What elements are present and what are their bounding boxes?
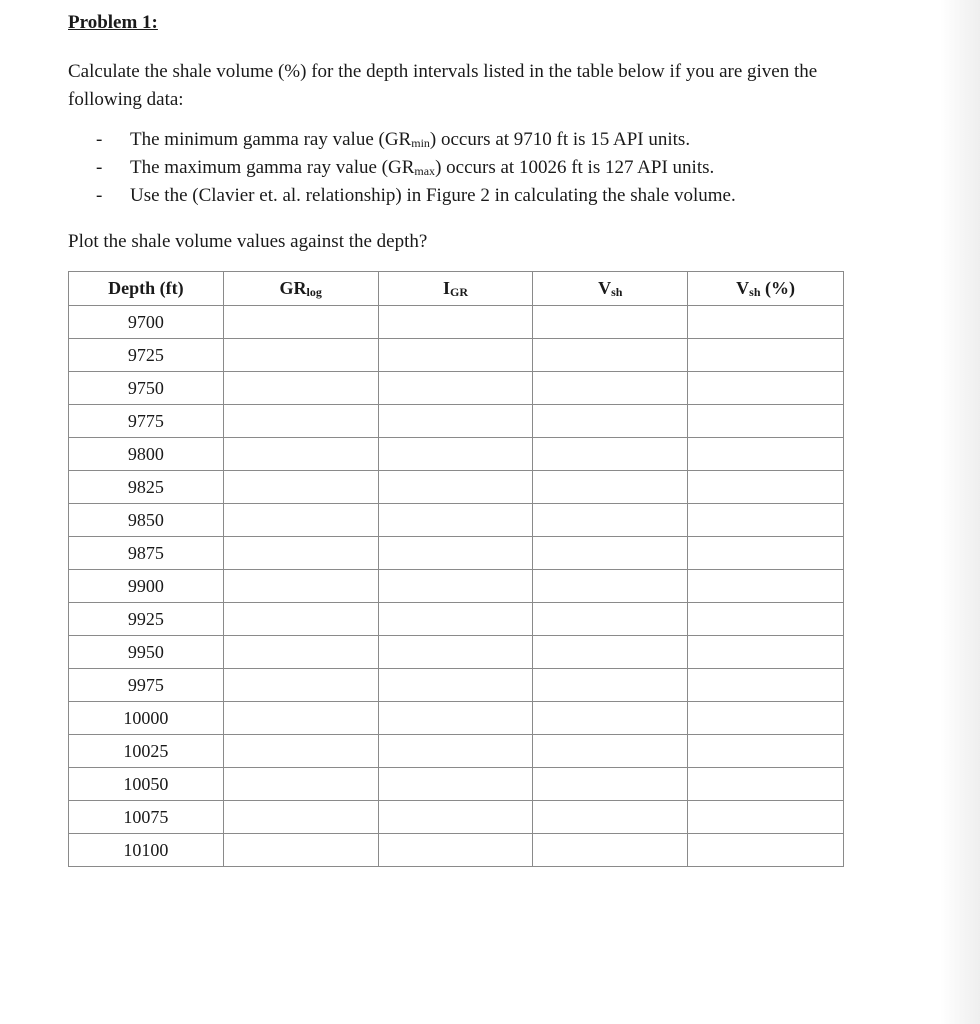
depth-cell: 9750	[69, 372, 224, 405]
gr-log-cell	[223, 768, 378, 801]
vsh-cell	[533, 801, 688, 834]
table-row	[69, 834, 844, 867]
table-row	[69, 339, 844, 372]
page-edge-shadow	[940, 0, 980, 1024]
vsh-percent-cell	[688, 339, 844, 372]
vsh-cell	[533, 504, 688, 537]
table-row	[69, 570, 844, 603]
igr-cell	[378, 735, 533, 768]
igr-cell	[378, 834, 533, 867]
vsh-cell	[533, 735, 688, 768]
vsh-cell	[533, 537, 688, 570]
table-header-row	[69, 272, 844, 306]
vsh-cell	[533, 669, 688, 702]
vsh-percent-cell	[688, 537, 844, 570]
depth-cell: 10025	[69, 735, 224, 768]
vsh-percent-cell	[688, 405, 844, 438]
vsh-percent-cell	[688, 735, 844, 768]
depth-cell: 9775	[69, 405, 224, 438]
depth-cell: 10050	[69, 768, 224, 801]
vsh-cell	[533, 834, 688, 867]
gr-log-cell	[223, 834, 378, 867]
table-row	[69, 306, 844, 339]
vsh-cell	[533, 405, 688, 438]
table-row	[69, 405, 844, 438]
bullet-text: Use the (Clavier et. al. relationship) in Figure 2 in calculating the shale volume.	[130, 185, 736, 206]
depth-cell: 9975	[69, 669, 224, 702]
vsh-percent-cell	[688, 306, 844, 339]
gr-log-cell	[223, 537, 378, 570]
gr-log-cell	[223, 702, 378, 735]
bullet-text-tail: ) occurs at 10026 ft is 127 API units.	[435, 157, 715, 178]
igr-cell	[378, 471, 533, 504]
vsh-percent-cell	[688, 669, 844, 702]
given-data-item	[96, 126, 736, 154]
gr-log-cell	[223, 504, 378, 537]
gr-log-cell	[223, 801, 378, 834]
vsh-cell	[533, 306, 688, 339]
table-row	[69, 636, 844, 669]
vsh-percent-cell	[688, 570, 844, 603]
table-body	[69, 306, 844, 867]
table-row	[69, 603, 844, 636]
shale-volume-table	[68, 271, 844, 867]
table-row	[69, 471, 844, 504]
gr-log-cell	[223, 603, 378, 636]
bullet-dash: -	[96, 185, 103, 206]
vsh-percent-cell	[688, 768, 844, 801]
depth-cell: 9725	[69, 339, 224, 372]
vsh-cell	[533, 702, 688, 735]
table-row	[69, 801, 844, 834]
gr-log-cell	[223, 471, 378, 504]
gr-log-cell	[223, 438, 378, 471]
igr-cell	[378, 504, 533, 537]
vsh-cell	[533, 768, 688, 801]
gr-log-cell	[223, 372, 378, 405]
gr-log-cell	[223, 306, 378, 339]
table-row	[69, 537, 844, 570]
depth-cell: 10000	[69, 702, 224, 735]
gr-log-cell	[223, 735, 378, 768]
table-row	[69, 768, 844, 801]
igr-cell	[378, 537, 533, 570]
table-row	[69, 669, 844, 702]
gr-log-cell	[223, 636, 378, 669]
table-row	[69, 438, 844, 471]
vsh-percent-cell	[688, 504, 844, 537]
table-row	[69, 702, 844, 735]
vsh-cell	[533, 372, 688, 405]
igr-cell	[378, 768, 533, 801]
vsh-cell	[533, 603, 688, 636]
gr-log-cell	[223, 405, 378, 438]
bullet-subscript: min	[411, 136, 430, 150]
vsh-cell	[533, 636, 688, 669]
problem-intro: Calculate the shale volume (%) for the depth intervals listed in the table below if you are given the following data:	[68, 61, 818, 110]
vsh-percent-cell	[688, 801, 844, 834]
depth-cell: 9950	[69, 636, 224, 669]
vsh-percent-cell	[688, 471, 844, 504]
vsh-cell	[533, 438, 688, 471]
igr-cell	[378, 372, 533, 405]
given-data-item	[96, 154, 736, 182]
depth-cell: 9800	[69, 438, 224, 471]
igr-cell	[378, 669, 533, 702]
igr-cell	[378, 702, 533, 735]
problem-title: Problem 1:	[68, 12, 158, 33]
depth-cell: 10075	[69, 801, 224, 834]
vsh-cell	[533, 471, 688, 504]
bullet-text: The minimum gamma ray value (GR	[130, 129, 412, 150]
igr-cell	[378, 438, 533, 471]
vsh-percent-cell	[688, 438, 844, 471]
bullet-dash: -	[96, 157, 103, 178]
igr-cell	[378, 603, 533, 636]
depth-cell: 9900	[69, 570, 224, 603]
gr-log-cell	[223, 570, 378, 603]
igr-cell	[378, 570, 533, 603]
vsh-percent-cell	[688, 636, 844, 669]
depth-cell: 9700	[69, 306, 224, 339]
table-row	[69, 504, 844, 537]
vsh-percent-cell	[688, 372, 844, 405]
vsh-cell	[533, 339, 688, 372]
depth-cell: 10100	[69, 834, 224, 867]
igr-cell	[378, 339, 533, 372]
header-depth: Depth (ft)	[69, 272, 224, 306]
given-data-list	[96, 126, 736, 210]
vsh-cell	[533, 570, 688, 603]
vsh-percent-cell	[688, 603, 844, 636]
vsh-percent-cell	[688, 702, 844, 735]
given-data-item	[96, 182, 736, 210]
bullet-subscript: max	[414, 164, 436, 178]
bullet-text-tail: ) occurs at 9710 ft is 15 API units.	[429, 129, 691, 150]
depth-cell: 9925	[69, 603, 224, 636]
table-row	[69, 735, 844, 768]
igr-cell	[378, 306, 533, 339]
depth-cell: 9875	[69, 537, 224, 570]
bullet-text: The maximum gamma ray value (GR	[130, 157, 415, 178]
igr-cell	[378, 636, 533, 669]
igr-cell	[378, 405, 533, 438]
table-row	[69, 372, 844, 405]
header-vsh-percent: $V_{sh}$ (%)	[688, 272, 844, 306]
gr-log-cell	[223, 339, 378, 372]
header-igr: $I_{GR}$	[378, 272, 533, 306]
igr-cell	[378, 801, 533, 834]
depth-cell: 9825	[69, 471, 224, 504]
bullet-dash: -	[96, 129, 103, 150]
header-gr-log: $GR_{log}$	[223, 272, 378, 306]
plot-question: Plot the shale volume values against the depth?	[68, 231, 428, 252]
vsh-percent-cell	[688, 834, 844, 867]
gr-log-cell	[223, 669, 378, 702]
header-vsh: $V_{sh}$	[533, 272, 688, 306]
depth-cell: 9850	[69, 504, 224, 537]
